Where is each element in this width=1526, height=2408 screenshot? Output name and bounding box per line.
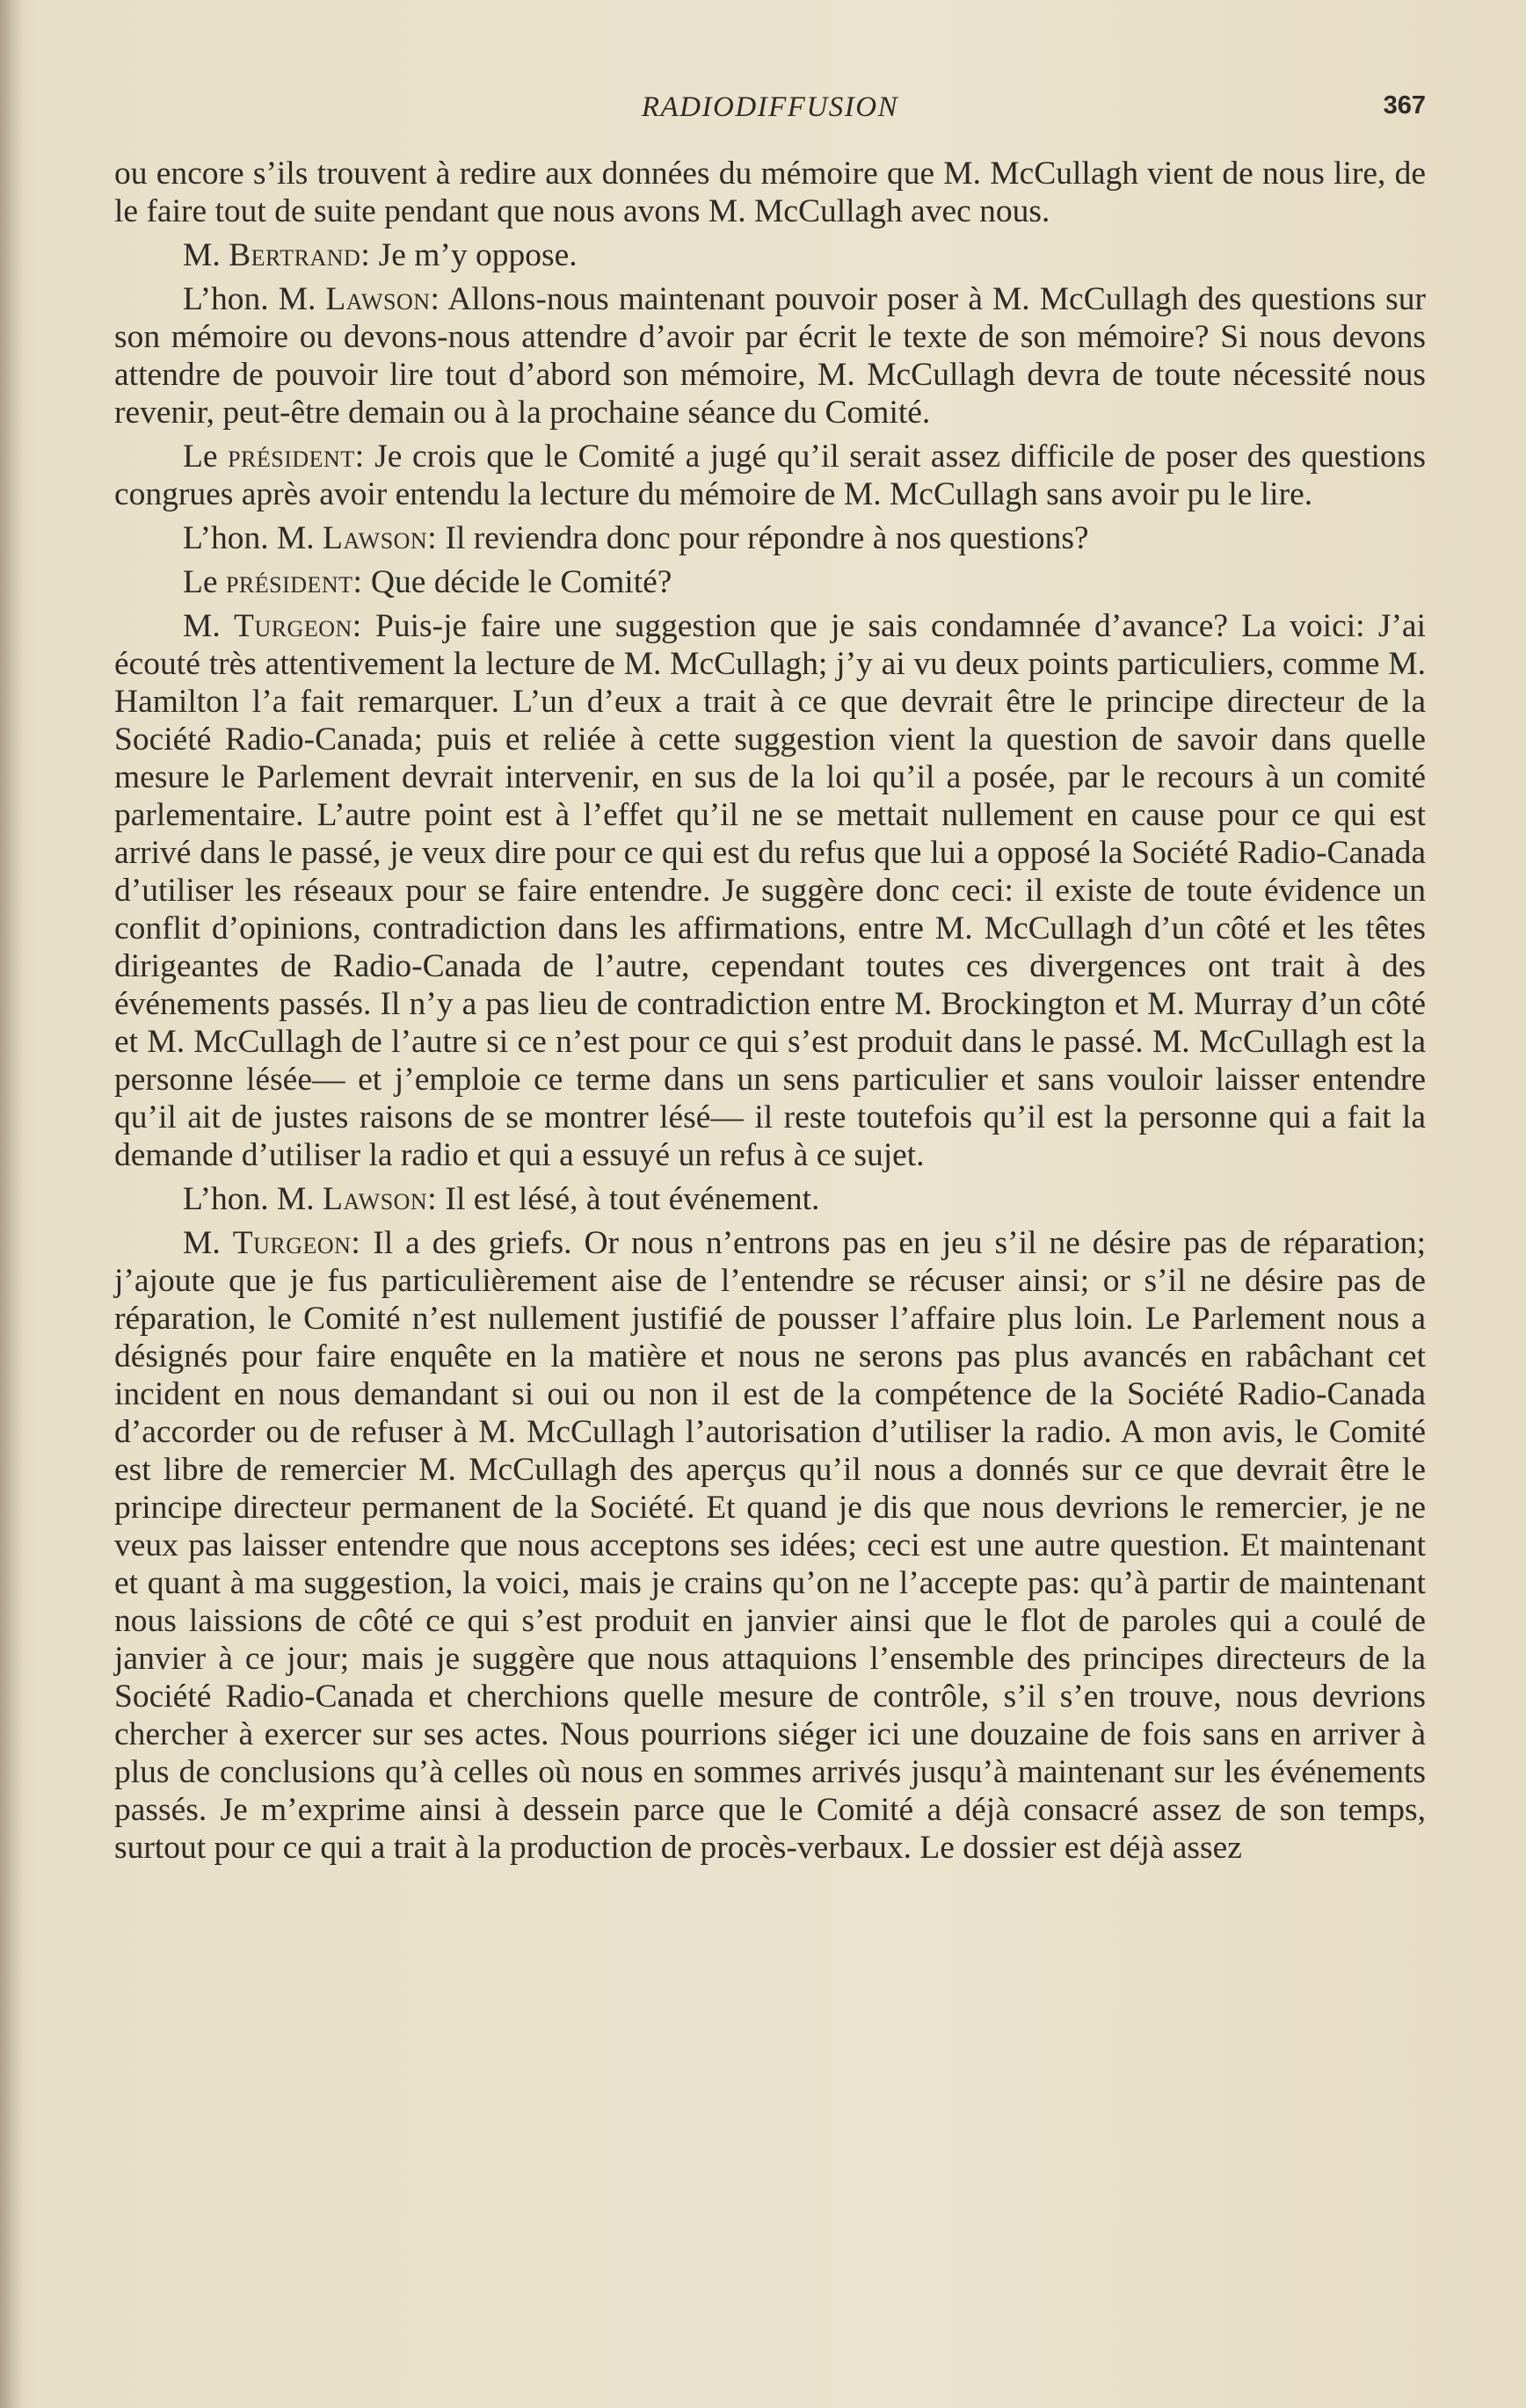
speaker-name: président: [225,564,363,600]
paragraph-text: Il a des griefs. Or nous n’entrons pas en jeu s’il ne désire pas de réparation; j’ajoute que je fus particulièrement aise de l’entendre se récuser ainsi; or s’il ne désire pas de réparation, le Comité n’est nullement justifié de pousser l’affaire plus loin. Le Parlement nous a désignés pour faire enquête en la matière et nous ne serons pas plus avancés en rabâchant cet incident en nous demandant si oui ou non il est de la compétence de la Société Radio-Canada d’accorder ou de refuser à M. McCullagh l’autorisation d’utiliser la radio. A mon avis, le Comité est libre de remercier M. McCullagh des aperçus qu’il nous a donnés sur ce que devrait être le principe directeur permanent de la Société. Et quand je dis que nous devrions le remercier, je ne veux pas laisser entendre que nous acceptons ses idées; ceci est une autre question. Et maintenant et quant à ma suggestion, la voici, mais je crains qu’on ne l’accepte pas: qu’à partir de maintenant nous laissions de côté ce qui s’est produit en janvier ainsi que le flot de paroles qui a coulé de janvier à ce jour; mais je suggère que nous attaquions l’ensemble des principes directeurs de la Société Radio-Canada et cherchions quelle mesure de contrôle, s’il s’en trouve, nous devrions chercher à exercer sur ses actes. Nous pourrions siéger ici une douzaine de fois sans en arriver à plus de conclusions qu’à celles où nous en sommes arrivés jusqu’à maintenant sur les événements passés. Je m’exprime ainsi à dessein parce que le Comité a déjà consacré assez de son temps, surtout pour ce qui a trait à la production de procès-verbaux. Le dossier est déjà assez [114,1225,1426,1866]
paragraph-text: Je m’y oppose. [370,237,578,273]
paragraph-text: Allons-nous maintenant pouvoir poser à M. McCullagh des questions sur son mémoire ou devons-nous attendre d’avoir par écrit le texte de son mémoire? Si nous devons attendre de pouvoir lire tout d’abord son mémoire, M. McCullagh devra de toute nécessité nous revenir, peut-être demain ou à la prochaine séance du Comité. [114,281,1426,431]
running-title: RADIODIFFUSION [641,91,899,123]
paragraph-text: Il reviendra donc pour répondre à nos questions? [437,520,1089,556]
paragraph [114,1180,1426,1218]
paragraph [114,236,1426,274]
paragraph-text: Je crois que le Comité a jugé qu’il serait assez difficile de poser des questions congrues après avoir entendu la lecture du mémoire de M. McCullagh sans avoir pu le lire. [114,439,1426,512]
speaker-prefix: M. [183,608,235,644]
speaker-prefix: Le [183,439,229,475]
speaker-name: Turgeon: [232,1225,361,1261]
speaker-name: Turgeon: [234,608,362,644]
paragraph [114,519,1426,557]
speaker-prefix: M. [183,237,229,273]
paragraph [114,1224,1426,1867]
paragraph [114,155,1426,230]
page-header [114,91,1426,134]
speaker-prefix: L’hon. M. [183,520,323,556]
paragraph-text: Il est lésé, à tout événement. [437,1181,820,1217]
body-text [114,155,1426,1873]
paragraph [114,438,1426,513]
paragraph-text: Que décide le Comité? [362,564,672,600]
paragraph [114,607,1426,1174]
paragraph-text: Puis-je faire une suggestion que je sais condamnée d’avance? La voici: J’ai écouté très attentivement la lecture de M. McCullagh; j’y ai vu deux points particuliers, comme M. Hamilton l’a fait remarquer. L’un d’eux a trait à ce que devrait être le principe directeur de la Société Radio-Canada; puis et reliée à cette suggestion vient la question de savoir dans quelle mesure le Parlement devrait intervenir, en sus de la loi qu’il a posée, par le recours à un comité parlementaire. L’autre point est à l’effet qu’il ne se mettait nullement en cause pour ce qui est arrivé dans le passé, je veux dire pour ce qui est du refus que lui a opposé la Société Radio-Canada d’utiliser les réseaux pour se faire entendre. Je suggère donc ceci: il existe de toute évidence un conflit d’opinions, contradiction dans les affirmations, entre M. McCullagh d’un côté et les têtes dirigeantes de Radio-Canada de l’autre, cependant toutes ces divergences ont trait à des événements passés. Il n’y a pas lieu de contradiction entre M. Brockington et M. Murray d’un côté et M. McCullagh de l’autre si ce n’est pour ce qui s’est produit dans le passé. M. McCullagh est la personne lésée— et j’emploie ce terme dans un sens particulier et sans vouloir laisser entendre qu’il ait de justes raisons de se montrer lésé— il reste toutefois qu’il est la personne qui a fait la demande d’utiliser la radio et qui a essuyé un refus à ce sujet. [114,608,1426,1173]
paragraph [114,563,1426,601]
speaker-prefix: L’hon. M. [183,1181,323,1217]
speaker-prefix: L’hon. M. [183,281,326,317]
binding-gutter [0,0,23,2408]
speaker-prefix: M. [183,1225,233,1261]
speaker-name: Lawson: [325,281,440,317]
speaker-name: Bertrand: [229,237,371,273]
speaker-name: Lawson: [323,1181,438,1217]
page-number: 367 [1383,91,1426,120]
speaker-name: Lawson: [323,520,438,556]
speaker-prefix: Le [183,564,226,600]
paragraph [114,280,1426,432]
speaker-name: président: [228,439,365,475]
paragraph-text: ou encore s’ils trouvent à redire aux données du mémoire que M. McCullagh vient de nous lire, de le faire tout de suite pendant que nous avons M. McCullagh avec nous. [114,156,1426,229]
